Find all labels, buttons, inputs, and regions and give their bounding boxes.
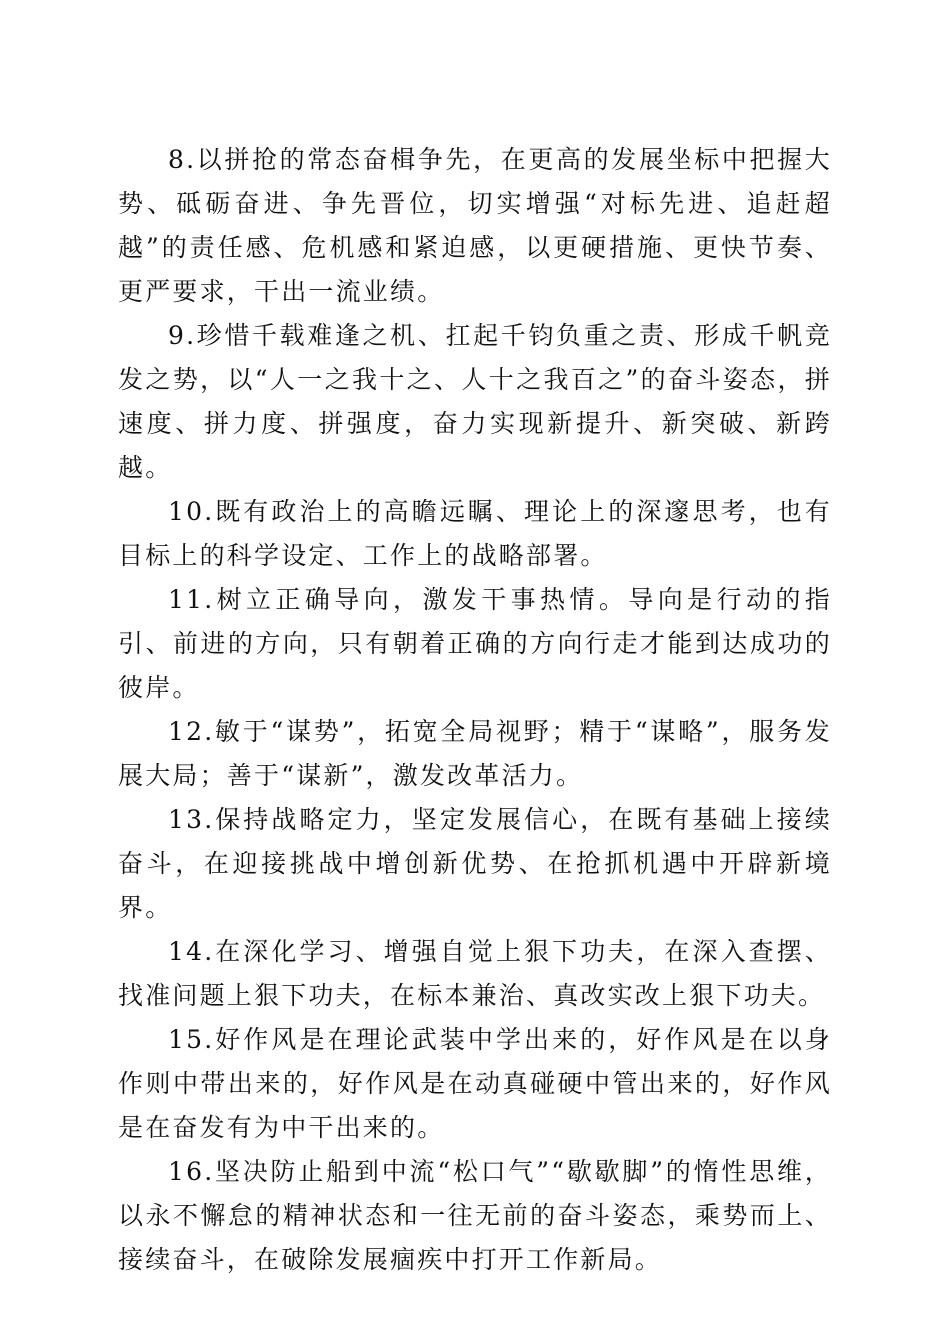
paragraph-16: 16.坚决防止船到中流“松口气”“歇歇脚”的惰性思维，以永不懈怠的精神状态和一往无前的奋斗姿态，乘势而上、接续奋斗，在破除发展痼疾中打开工作新局。 (118, 1157, 832, 1274)
document-body (118, 138, 832, 1282)
paragraph-8: 8.以拼抢的常态奋楫争先，在更高的发展坐标中把握大势、砥砺奋进、争先晋位，切实增强“对标先进、追赶超越”的责任感、危机感和紧迫感，以更硬措施、更快节奏、更严要求，干出一流业绩。 (118, 145, 832, 306)
paragraph-10: 10.既有政治上的高瞻远瞩、理论上的深邃思考，也有目标上的科学设定、工作上的战略部署。 (118, 497, 832, 570)
paragraph-13: 13.保持战略定力，坚定发展信心，在既有基础上接续奋斗，在迎接挑战中增创新优势、在抢抓机遇中开辟新境界。 (118, 805, 832, 922)
paragraph-14: 14.在深化学习、增强自觉上狠下功夫，在深入查摆、找准问题上狠下功夫，在标本兼治、真改实改上狠下功夫。 (118, 937, 832, 1010)
paragraph-15: 15.好作风是在理论武装中学出来的，好作风是在以身作则中带出来的，好作风是在动真碰硬中管出来的，好作风是在奋发有为中干出来的。 (118, 1025, 832, 1142)
paragraph-9: 9.珍惜千载难逢之机、扛起千钧负重之责、形成千帆竞发之势，以“人一之我十之、人十之我百之”的奋斗姿态，拼速度、拼力度、拼强度，奋力实现新提升、新突破、新跨越。 (118, 321, 832, 482)
paragraph-12: 12.敏于“谋势”，拓宽全局视野；精于“谋略”，服务发展大局；善于“谋新”，激发改革活力。 (118, 717, 832, 790)
paragraph-11: 11.树立正确导向，激发干事热情。导向是行动的指引、前进的方向，只有朝着正确的方向行走才能到达成功的彼岸。 (118, 585, 832, 702)
